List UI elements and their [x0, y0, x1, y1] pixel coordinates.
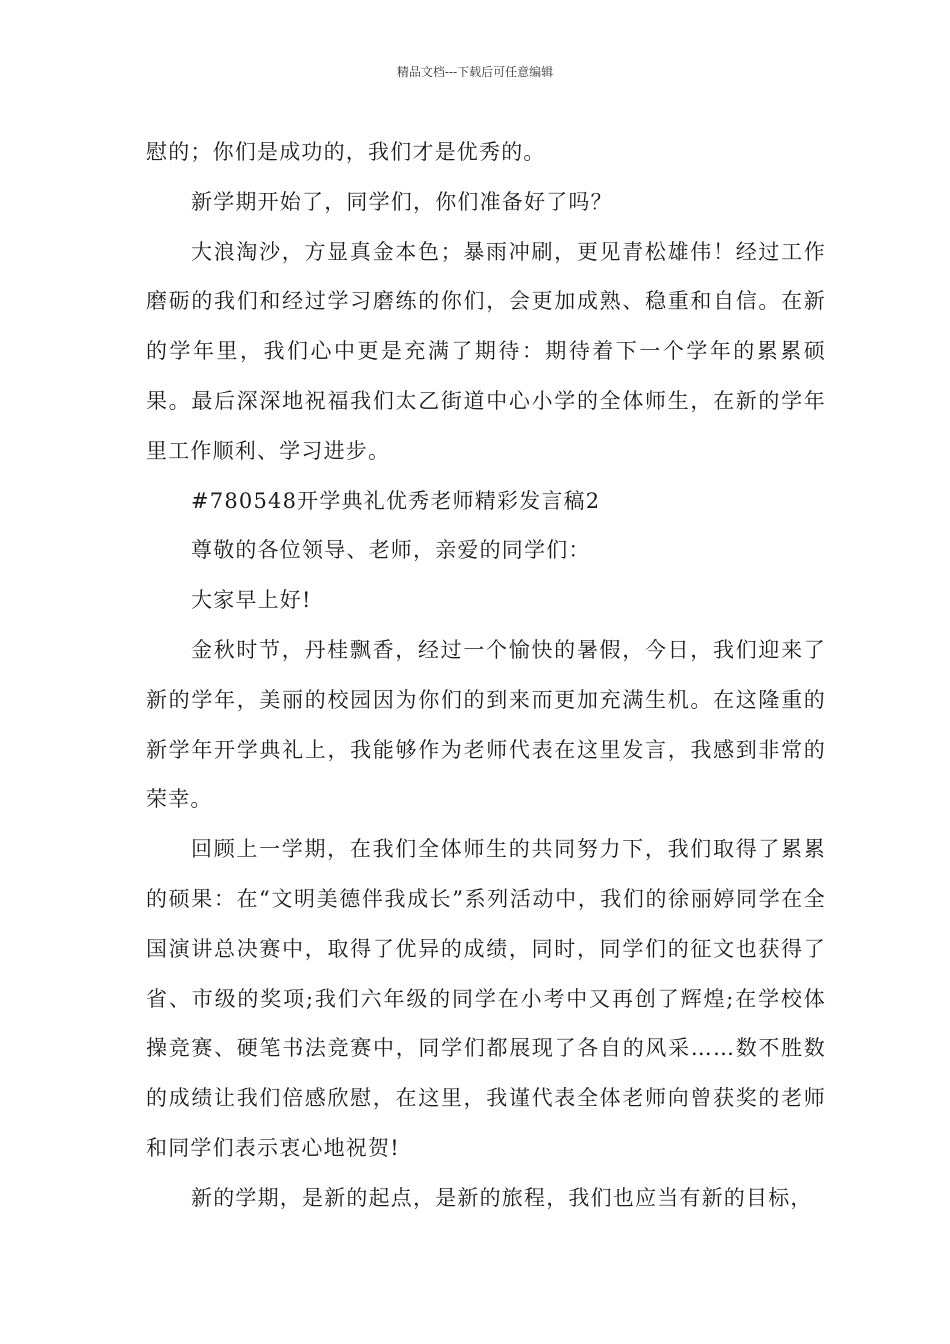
paragraph: 金秋时节，丹桂飘香，经过一个愉快的暑假，今日，我们迎来了新的学年，美丽的校园因为你们的到来而更加充满生机。在这隆重的新学年开学典礼上，我能够作为老师代表在这里发言，我感到非常的荣幸。	[146, 637, 826, 812]
paragraph: 大浪淘沙，方显真金本色；暴雨冲刷，更见青松雄伟！经过工作磨砺的我们和经过学习磨练的你们，会更加成熟、稳重和自信。在新的学年里，我们心中更是充满了期待：期待着下一个学年的累累硕果。最后深深地祝福我们太乙街道中心小学的全体师生，在新的学年里工作顺利、学习进步。	[146, 239, 826, 463]
paragraph: 新学期开始了，同学们，你们准备好了吗？	[191, 189, 613, 214]
paragraph: 新的学期，是新的起点，是新的旅程，我们也应当有新的目标，	[191, 1185, 813, 1210]
section-heading: #780548开学典礼优秀老师精彩发言稿2	[191, 488, 601, 513]
salutation: 尊敬的各位领导、老师，亲爱的同学们：	[191, 538, 591, 563]
paragraph: 慰的；你们是成功的，我们才是优秀的。	[146, 140, 546, 164]
greeting: 大家早上好!	[191, 588, 312, 613]
page-header: 精品文档---下载后可任意编辑	[396, 65, 554, 79]
document-body	[146, 128, 826, 1224]
paragraph: 回顾上一学期，在我们全体师生的共同努力下，我们取得了累累的硕果：在“文明美德伴我成长”系列活动中，我们的徐丽婷同学在全国演讲总决赛中，取得了优异的成绩，同时，同学们的征文也获得了省、市级的奖项;我们六年级的同学在小考中又再创了辉煌;在学校体操竞赛、硬笔书法竞赛中，同学们都展现了各自的风采……数不胜数的成绩让我们倍感欣慰，在这里，我谨代表全体老师向曾获奖的老师和同学们表示衷心地祝贺!	[146, 837, 826, 1160]
